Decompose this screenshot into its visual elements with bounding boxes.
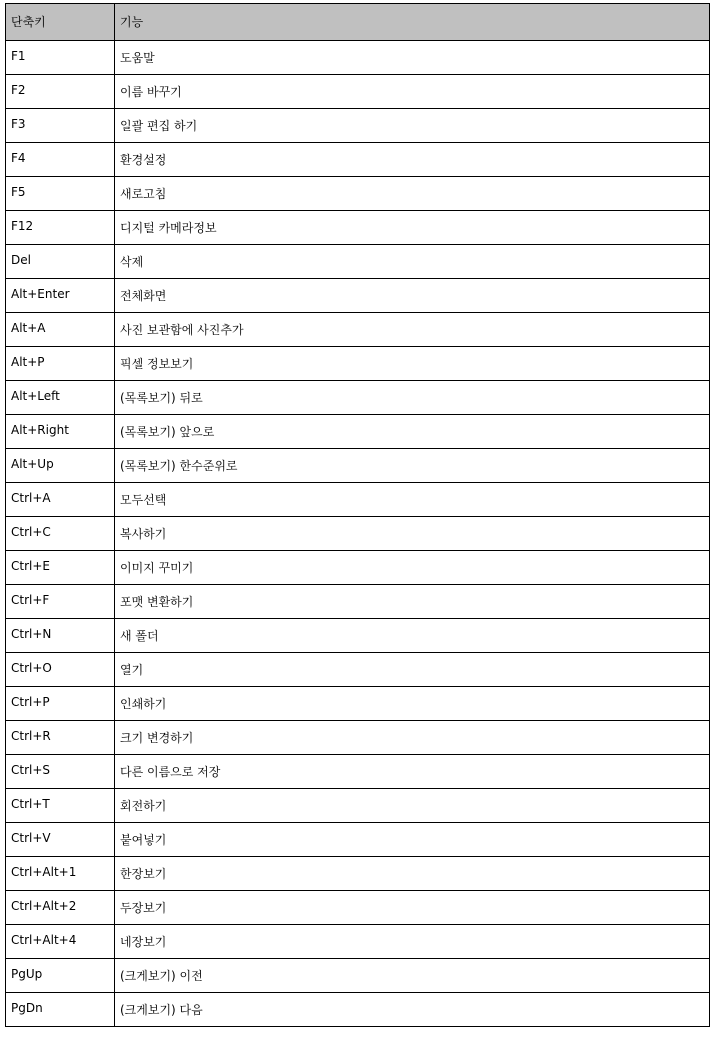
shortcut-key-text: Ctrl+Alt+4 <box>11 933 77 947</box>
function-text: 이미지 꾸미기 <box>120 561 194 575</box>
shortcut-key-cell <box>6 619 115 653</box>
shortcut-key-cell <box>6 993 115 1027</box>
shortcut-key-text: Ctrl+E <box>11 559 50 573</box>
function-cell <box>115 857 710 891</box>
shortcut-key-text: Ctrl+A <box>11 491 51 505</box>
shortcut-key-text: F5 <box>11 185 26 199</box>
function-cell <box>115 143 710 177</box>
function-cell <box>115 415 710 449</box>
function-text: 새 폴더 <box>120 629 159 643</box>
shortcut-key-cell <box>6 347 115 381</box>
shortcut-key-cell <box>6 245 115 279</box>
function-text: (목록보기) 뒤로 <box>120 391 203 405</box>
table-row <box>6 449 710 483</box>
function-cell <box>115 381 710 415</box>
function-cell <box>115 517 710 551</box>
shortcut-key-cell <box>6 143 115 177</box>
function-cell <box>115 585 710 619</box>
function-cell <box>115 619 710 653</box>
shortcut-key-text: F3 <box>11 117 26 131</box>
table-row <box>6 925 710 959</box>
table-row <box>6 585 710 619</box>
function-text: 다른 이름으로 저장 <box>120 765 221 779</box>
function-text: 붙여넣기 <box>120 833 167 847</box>
shortcut-key-text: Ctrl+P <box>11 695 50 709</box>
shortcut-key-cell <box>6 789 115 823</box>
function-text: 네장보기 <box>120 935 167 949</box>
table-row <box>6 755 710 789</box>
table-row <box>6 143 710 177</box>
function-cell <box>115 449 710 483</box>
shortcut-key-cell <box>6 449 115 483</box>
shortcut-key-text: F4 <box>11 151 26 165</box>
shortcut-key-text: Ctrl+Alt+2 <box>11 899 77 913</box>
shortcut-key-text: Alt+P <box>11 355 45 369</box>
function-cell <box>115 279 710 313</box>
shortcut-table-container <box>5 3 710 1027</box>
shortcut-key-cell <box>6 75 115 109</box>
shortcut-key-cell <box>6 755 115 789</box>
shortcut-key-cell <box>6 177 115 211</box>
function-text: 환경설정 <box>120 153 167 167</box>
shortcut-key-text: Ctrl+C <box>11 525 51 539</box>
shortcut-key-cell <box>6 313 115 347</box>
function-text: 모두선택 <box>120 493 167 507</box>
shortcut-key-text: PgDn <box>11 1001 43 1015</box>
function-cell <box>115 177 710 211</box>
function-cell <box>115 789 710 823</box>
function-text: 한장보기 <box>120 867 167 881</box>
shortcut-key-text: Del <box>11 253 31 267</box>
shortcut-key-text: F12 <box>11 219 34 233</box>
shortcut-key-cell <box>6 415 115 449</box>
table-row <box>6 245 710 279</box>
table-row <box>6 75 710 109</box>
function-text: 사진 보관함에 사진추가 <box>120 323 244 337</box>
shortcut-key-cell <box>6 653 115 687</box>
function-text: (크게보기) 이전 <box>120 969 203 983</box>
function-cell <box>115 823 710 857</box>
shortcut-key-text: Ctrl+R <box>11 729 51 743</box>
shortcut-key-cell <box>6 823 115 857</box>
function-cell <box>115 109 710 143</box>
shortcut-key-cell <box>6 381 115 415</box>
table-row <box>6 517 710 551</box>
shortcut-key-cell <box>6 483 115 517</box>
shortcut-key-text: F1 <box>11 49 26 63</box>
shortcut-key-cell <box>6 891 115 925</box>
shortcut-key-text: Ctrl+O <box>11 661 52 675</box>
table-row <box>6 619 710 653</box>
shortcut-key-cell <box>6 925 115 959</box>
shortcut-key-text: Ctrl+Alt+1 <box>11 865 77 879</box>
shortcut-key-cell <box>6 959 115 993</box>
function-text: 포맷 변환하기 <box>120 595 194 609</box>
shortcut-key-cell <box>6 857 115 891</box>
table-row <box>6 721 710 755</box>
table-row <box>6 347 710 381</box>
function-text: 일괄 편집 하기 <box>120 119 198 133</box>
shortcut-key-text: Ctrl+S <box>11 763 51 777</box>
function-text: 회전하기 <box>120 799 167 813</box>
table-row <box>6 177 710 211</box>
shortcut-key-cell <box>6 517 115 551</box>
column-header-label: 기능 <box>120 15 144 29</box>
table-row <box>6 551 710 585</box>
shortcut-key-text: Alt+Left <box>11 389 60 403</box>
function-cell <box>115 483 710 517</box>
function-text: 두장보기 <box>120 901 167 915</box>
table-row <box>6 483 710 517</box>
shortcut-key-cell <box>6 109 115 143</box>
function-text: 새로고침 <box>120 187 167 201</box>
column-header-label: 단축키 <box>11 15 46 29</box>
function-cell <box>115 925 710 959</box>
function-cell <box>115 993 710 1027</box>
function-cell <box>115 347 710 381</box>
function-cell <box>115 959 710 993</box>
shortcut-key-text: Ctrl+V <box>11 831 51 845</box>
table-row <box>6 381 710 415</box>
shortcut-key-cell <box>6 687 115 721</box>
table-row <box>6 993 710 1027</box>
shortcut-key-text: Alt+A <box>11 321 46 335</box>
shortcut-key-text: Alt+Right <box>11 423 69 437</box>
shortcut-key-cell <box>6 585 115 619</box>
table-row <box>6 41 710 75</box>
shortcut-key-cell <box>6 41 115 75</box>
shortcut-key-cell <box>6 721 115 755</box>
column-header-shortcut <box>6 4 115 41</box>
function-text: (크게보기) 다음 <box>120 1003 203 1017</box>
table-row <box>6 857 710 891</box>
table-row <box>6 959 710 993</box>
shortcut-key-text: Ctrl+F <box>11 593 50 607</box>
table-row <box>6 211 710 245</box>
function-cell <box>115 245 710 279</box>
function-text: 전체화면 <box>120 289 167 303</box>
function-cell <box>115 687 710 721</box>
shortcut-key-text: Alt+Enter <box>11 287 70 301</box>
shortcut-key-cell <box>6 551 115 585</box>
shortcut-key-text: Ctrl+N <box>11 627 52 641</box>
function-cell <box>115 653 710 687</box>
function-cell <box>115 211 710 245</box>
function-cell <box>115 721 710 755</box>
function-text: 복사하기 <box>120 527 167 541</box>
function-cell <box>115 313 710 347</box>
table-row <box>6 891 710 925</box>
table-row <box>6 789 710 823</box>
function-cell <box>115 75 710 109</box>
shortcut-key-text: Ctrl+T <box>11 797 50 811</box>
function-cell <box>115 891 710 925</box>
function-text: 이름 바꾸기 <box>120 85 182 99</box>
table-row <box>6 653 710 687</box>
shortcut-key-text: F2 <box>11 83 26 97</box>
function-cell <box>115 41 710 75</box>
function-cell <box>115 755 710 789</box>
function-text: 도움말 <box>120 51 155 65</box>
table-row <box>6 687 710 721</box>
shortcut-key-cell <box>6 211 115 245</box>
table-row <box>6 415 710 449</box>
table-row <box>6 313 710 347</box>
function-cell <box>115 551 710 585</box>
function-text: 크기 변경하기 <box>120 731 194 745</box>
table-row <box>6 109 710 143</box>
function-text: 디지털 카메라정보 <box>120 221 217 235</box>
function-text: 픽셀 정보보기 <box>120 357 194 371</box>
shortcut-key-text: Alt+Up <box>11 457 54 471</box>
column-header-function <box>115 4 710 41</box>
function-text: 삭제 <box>120 255 144 269</box>
function-text: 인쇄하기 <box>120 697 167 711</box>
shortcut-key-text: PgUp <box>11 967 43 981</box>
function-text: (목록보기) 앞으로 <box>120 425 215 439</box>
table-header-row <box>6 4 710 41</box>
shortcut-table <box>5 3 710 1027</box>
table-row <box>6 823 710 857</box>
shortcut-key-cell <box>6 279 115 313</box>
function-text: (목록보기) 한수준위로 <box>120 459 238 473</box>
table-row <box>6 279 710 313</box>
function-text: 열기 <box>120 663 144 677</box>
